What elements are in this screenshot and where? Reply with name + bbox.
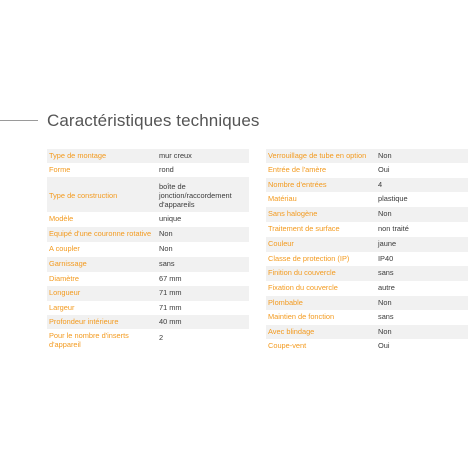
spec-value: mur creux [159,151,192,160]
spec-row [266,296,468,310]
spec-key: Coupe-vent [268,341,307,350]
spec-key: Type de montage [49,151,107,160]
spec-value: 71 mm [159,288,182,297]
specs-table-right [266,149,468,354]
spec-value: 40 mm [159,317,182,326]
spec-key: Forme [49,165,71,174]
spec-value: Non [378,298,392,307]
spec-value: Oui [378,341,390,350]
spec-value: sans [159,259,175,268]
spec-row [266,237,468,252]
spec-row [266,178,468,192]
spec-row [47,272,249,286]
heading-divider-line [0,120,38,121]
spec-row [47,315,249,329]
spec-value: jaune [378,239,397,248]
spec-row [266,163,468,178]
spec-value: Non [159,244,173,253]
spec-key: Longueur [49,288,81,297]
spec-value: sans [378,268,394,277]
spec-value: unique [159,214,182,223]
spec-row [266,149,468,163]
spec-key: Pour le nombre d'inserts d'appareil [49,331,129,349]
spec-key: Classe de protection (IP) [268,254,350,263]
spec-row [266,222,468,237]
spec-key: Couleur [268,239,294,248]
spec-key: Fixation du couvercle [268,283,338,292]
spec-value: boîte de jonction/raccordement d'appareils [159,182,232,209]
spec-value: rond [159,165,174,174]
spec-key: Diamètre [49,274,79,283]
spec-row [266,310,468,325]
spec-key: Maintien de fonction [268,312,335,321]
spec-value: autre [378,283,395,292]
spec-key: Entrée de l'amère [268,165,327,174]
spec-row [266,207,468,222]
specs-table-left [47,149,249,350]
spec-key: Finition du couvercle [268,268,336,277]
spec-key: Sans halogène [268,209,318,218]
spec-row [47,227,249,242]
spec-key: A coupler [49,244,80,253]
spec-row [47,286,249,301]
spec-value: sans [378,312,394,321]
spec-row [47,177,249,212]
spec-value: 67 mm [159,274,182,283]
spec-row [266,192,468,207]
spec-value: Non [378,327,392,336]
spec-key: Traitement de surface [268,224,340,233]
spec-key: Nombre d'entrées [268,180,327,189]
spec-key: Plombable [268,298,303,307]
spec-row [47,163,249,177]
spec-key: Equipé d'une couronne rotative [49,229,152,238]
spec-value: Non [378,209,392,218]
spec-row [266,339,468,354]
spec-row [266,325,468,339]
spec-value: Non [159,229,173,238]
spec-row [47,301,249,315]
spec-key: Largeur [49,303,75,312]
spec-row [266,281,468,296]
spec-row [266,252,468,266]
spec-key: Garnissage [49,259,87,268]
spec-value: plastique [378,194,408,203]
spec-value: Non [378,151,392,160]
spec-key: Matériau [268,194,297,203]
spec-key: Verrouillage de tube en option [268,151,367,160]
spec-row [47,212,249,227]
page-title: Caractéristiques techniques [47,111,260,130]
spec-value: non traité [378,224,409,233]
spec-key: Type de construction [49,191,118,200]
spec-row [266,266,468,281]
spec-row [47,329,249,350]
spec-row [47,257,249,272]
spec-row [47,149,249,163]
spec-value: IP40 [378,254,394,263]
spec-key: Profondeur intérieure [49,317,119,326]
spec-row [47,242,249,257]
spec-value: 4 [378,180,383,189]
spec-value: 2 [159,333,164,342]
spec-value: 71 mm [159,303,182,312]
spec-key: Modèle [49,214,74,223]
spec-key: Avec blindage [268,327,315,336]
spec-value: Oui [378,165,390,174]
